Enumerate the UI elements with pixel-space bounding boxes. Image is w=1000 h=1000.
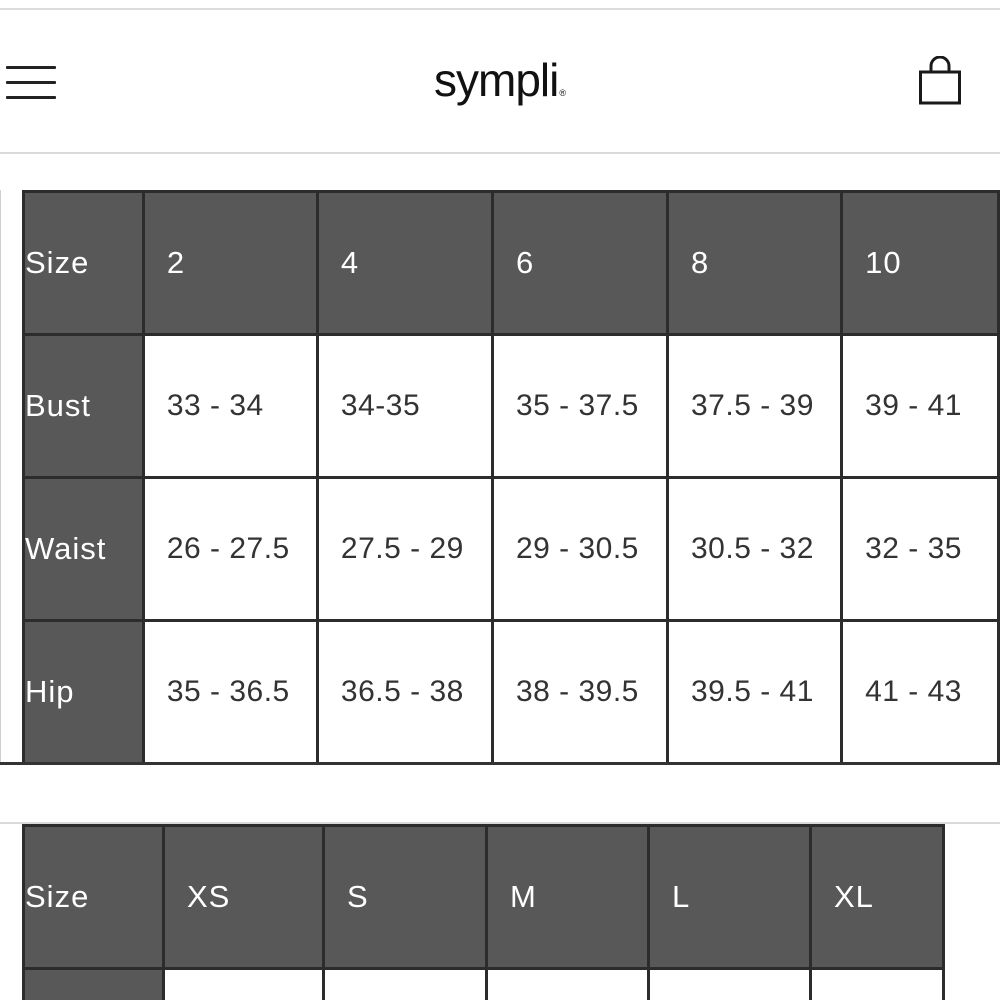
table-header-cell: Size — [24, 826, 164, 969]
table-header-cell: 6 — [492, 192, 667, 335]
table-cell: 27.5 - 29 — [317, 478, 492, 621]
table-cell: 38 - 39.5 — [492, 621, 667, 764]
table-header-cell: M — [487, 826, 649, 969]
spacer — [0, 154, 1000, 190]
brand-logo[interactable] — [330, 50, 670, 123]
table-bottom-line — [0, 762, 1000, 765]
left-edge-line — [0, 190, 1, 763]
table-row — [24, 335, 999, 478]
table-header-cell: 2 — [143, 192, 317, 335]
table-cell: 39 - 41 — [842, 335, 999, 478]
table-cell: 34-35 — [317, 335, 492, 478]
table-header-cell: L — [649, 826, 811, 969]
table-cell — [324, 969, 487, 1000]
menu-icon-bar — [6, 96, 56, 99]
table-header-cell: XS — [164, 826, 324, 969]
table-cell: 35 - 36.5 — [143, 621, 317, 764]
numeric-size-chart-table — [22, 190, 1000, 765]
table-cell: 39.5 - 41 — [668, 621, 842, 764]
table-cell: 33 - 34 — [143, 335, 317, 478]
shopping-bag-icon[interactable] — [918, 56, 962, 106]
table-cell — [811, 969, 944, 1000]
menu-icon-bar — [6, 81, 56, 84]
table-header-row — [24, 826, 944, 969]
registered-mark: ® — [559, 88, 566, 98]
table-cell: 37.5 - 39 — [668, 335, 842, 478]
table-cell: 35 - 37.5 — [492, 335, 667, 478]
table-header-cell: XL — [811, 826, 944, 969]
table-header-cell: Size — [24, 192, 144, 335]
brand-logo-text: sympli — [434, 54, 559, 106]
menu-icon[interactable] — [6, 66, 56, 102]
table-cell: 36.5 - 38 — [317, 621, 492, 764]
table-row — [24, 969, 944, 1000]
table-cell — [164, 969, 324, 1000]
table-header-cell: 10 — [842, 192, 999, 335]
table-header-cell: 8 — [668, 192, 842, 335]
table-header-row — [24, 192, 999, 335]
menu-icon-bar — [6, 66, 56, 69]
letter-size-chart-table — [22, 824, 945, 1000]
row-label-cell: Waist — [24, 478, 144, 621]
table-cell: 32 - 35 — [842, 478, 999, 621]
table-row — [24, 478, 999, 621]
table-header-cell: 4 — [317, 192, 492, 335]
table-cell: 26 - 27.5 — [143, 478, 317, 621]
table-header-cell: S — [324, 826, 487, 969]
table-cell: 29 - 30.5 — [492, 478, 667, 621]
row-label-cell: Hip — [24, 621, 144, 764]
table-cell — [649, 969, 811, 1000]
row-label-cell: Bust — [24, 335, 144, 478]
table-row — [24, 621, 999, 764]
table-cell: 41 - 43 — [842, 621, 999, 764]
table-cell — [487, 969, 649, 1000]
table-cell: 30.5 - 32 — [668, 478, 842, 621]
row-label-cell — [24, 969, 164, 1000]
